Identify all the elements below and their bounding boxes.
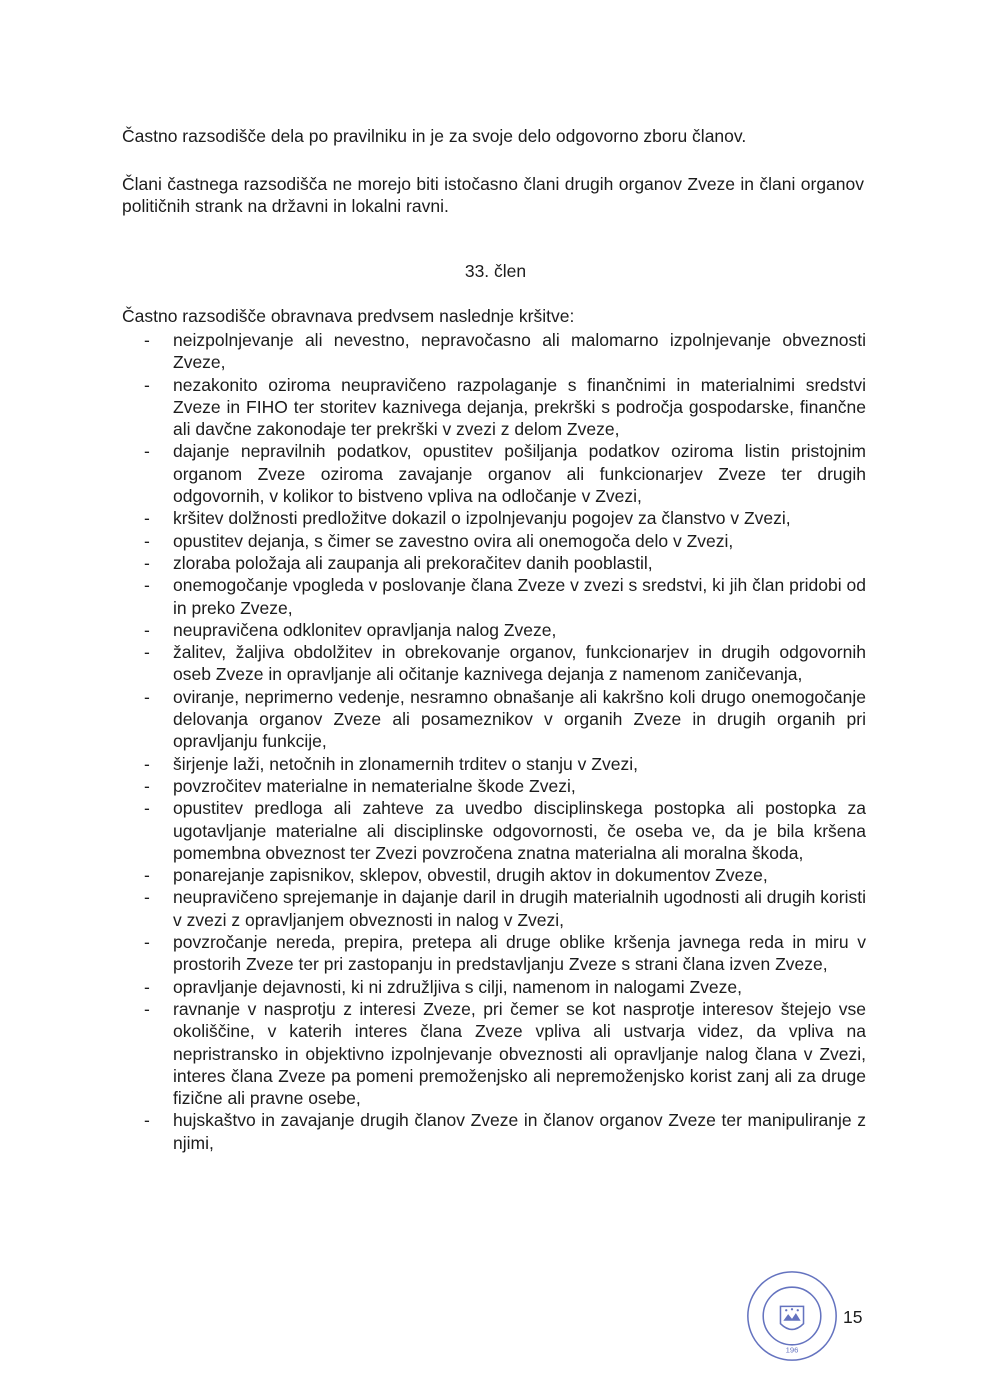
list-item (122, 641, 866, 686)
bullet-dash: - (144, 530, 150, 551)
list-item (122, 619, 866, 641)
list-item-text: žalitev, žaljiva obdolžitev in obrekovanje organov, funkcionarjev in drugih odgovornih oseb Zveze in opravljanje ali očitanje kaznivega dejanja z namenom zaničevanja, (173, 642, 866, 685)
list-item (122, 374, 866, 441)
bullet-dash: - (144, 642, 150, 663)
paragraph-court-rules: Častno razsodišče dela po pravilniku in je za svoje delo odgovorno zboru članov. (122, 126, 747, 146)
list-item (122, 507, 866, 529)
list-item-text: ravnanje v nasprotju z interesi Zveze, pri čemer se kot nasprotje interesov štejejo vse okoliščine, v katerih interes člana Zveze vpliva ali ustvarja videz, da vpliva na nepristransko in objektivno izpolnjevanje obveznosti ali opravljanje nalog člana v Zvezi, interes člana Zveze pa pomeni premoženjsko ali nepremoženjsko korist zanj ali za druge fizične ali pravne osebe, (173, 998, 866, 1109)
list-item (122, 931, 866, 976)
list-item-text: neupravičeno sprejemanje in dajanje daril in drugih materialnih ugodnosti ali drugih koristi v zvezi z opravljanjem obveznosti in nalog v Zvezi, (173, 887, 866, 930)
bullet-dash: - (144, 775, 150, 796)
list-item (122, 976, 866, 998)
list-item-text: povzročitev materialne in nematerialne škode Zvezi, (173, 775, 576, 796)
list-item-text: oviranje, neprimerno vedenje, nesramno obnašanje ali kakršno koli drugo onemogočanje delovanja organov Zveze ali posameznikov v organih Zveze in drugih organih pri opravljanju funkcije, (173, 686, 866, 752)
list-item-text: hujskaštvo in zavajanje drugih članov Zveze in članov organov Zveze ter manipuliranje z njimi, (173, 1110, 866, 1153)
bullet-dash: - (144, 441, 150, 462)
violations-list (122, 329, 866, 1154)
list-item (122, 552, 866, 574)
list-item (122, 574, 866, 619)
list-item-text: neizpolnjevanje ali nevestno, nepravočasno ali malomarno izpolnjevanje obveznosti Zveze, (173, 330, 866, 373)
list-item (122, 775, 866, 797)
list-item-text: ponarejanje zapisnikov, sklepov, obvestil, drugih aktov in dokumentov Zveze, (173, 865, 768, 886)
bullet-dash: - (144, 976, 150, 997)
bullet-dash: - (144, 552, 150, 573)
list-item-text: dajanje nepravilnih podatkov, opustitev pošiljanja podatkov oziroma listin pristojnim organom Zveze oziroma zavajanje organov ali funkcionarjev Zveze ter drugih odgovornih, v kolikor to bistveno vpliva na odločanje v Zvezi, (173, 441, 866, 507)
list-item-text: onemogočanje vpogleda v poslovanje člana Zveze v zvezi s sredstvi, ki jih član pridobi od in preko Zveze, (173, 575, 866, 618)
bullet-dash: - (144, 865, 150, 886)
bullet-dash: - (144, 932, 150, 953)
bullet-dash: - (144, 753, 150, 774)
official-seal-icon (744, 1268, 840, 1364)
bullet-dash: - (144, 374, 150, 395)
bullet-dash: - (144, 686, 150, 707)
list-item-text: opravljanje dejavnosti, ki ni združljiva s cilji, namenom in nalogami Zveze, (173, 976, 743, 997)
list-item-text: nezakonito oziroma neupravičeno razpolaganje s finančnimi in materialnimi sredstvi Zveze in FIHO ter storitev kaznivega dejanja, prekrški s področja gospodarske, finančne ali davčne zakonodaje ter prekrški v zvezi z delom Zveze, (173, 374, 866, 440)
list-item (122, 1109, 866, 1154)
article-heading: 33. člen (464, 261, 527, 281)
bullet-dash: - (144, 508, 150, 529)
bullet-dash: - (144, 998, 150, 1019)
list-item (122, 886, 866, 931)
list-item (122, 530, 866, 552)
bullet-dash: - (144, 798, 150, 819)
page-number: 15 (843, 1307, 863, 1327)
list-item-text: povzročanje nereda, prepira, pretepa ali druge oblike kršenja javnega reda in miru v prostorih Zveze ter pri zastopanju in predstavljanju Zveze s strani člana izven Zveze, (173, 932, 866, 975)
bullet-dash: - (144, 619, 150, 640)
bullet-dash: - (144, 1110, 150, 1131)
list-item-text: zloraba položaja ali zaupanja ali prekoračitev danih pooblastil, (173, 552, 653, 573)
bullet-dash: - (144, 887, 150, 908)
violations-intro: Častno razsodišče obravnava predvsem naslednje kršitve: (122, 306, 575, 326)
list-item (122, 797, 866, 864)
bullet-dash: - (144, 330, 150, 350)
list-item-text: širjenje laži, netočnih in zlonamernih trditev o stanju v Zvezi, (173, 753, 638, 774)
bullet-dash: - (144, 575, 150, 596)
paragraph-membership-restriction: Člani častnega razsodišča ne morejo biti istočasno člani drugih organov Zveze in člani organov političnih strank na državni in lokalni ravni. (122, 174, 864, 216)
list-item-text: neupravičena odklonitev opravljanja nalog Zveze, (173, 619, 557, 640)
list-item (122, 329, 866, 374)
svg-text:196: 196 (785, 1345, 799, 1355)
list-item-text: opustitev dejanja, s čimer se zavestno ovira ali onemogoča delo v Zvezi, (173, 530, 734, 551)
list-item (122, 686, 866, 753)
list-item (122, 440, 866, 507)
list-item-text: opustitev predloga ali zahteve za uvedbo disciplinskega postopka ali postopka za ugotavljanje materialne ali disciplinske odgovornosti, če oseba ve, da je bila kršena pomembna obveznost ter Zvezi povzročena znatna materialna ali moralna škoda, (173, 798, 866, 863)
list-item (122, 998, 866, 1109)
list-item (122, 864, 866, 886)
list-item (122, 753, 866, 775)
list-item-text: kršitev dolžnosti predložitve dokazil o izpolnjevanju pogojev za članstvo v Zvezi, (173, 508, 791, 529)
